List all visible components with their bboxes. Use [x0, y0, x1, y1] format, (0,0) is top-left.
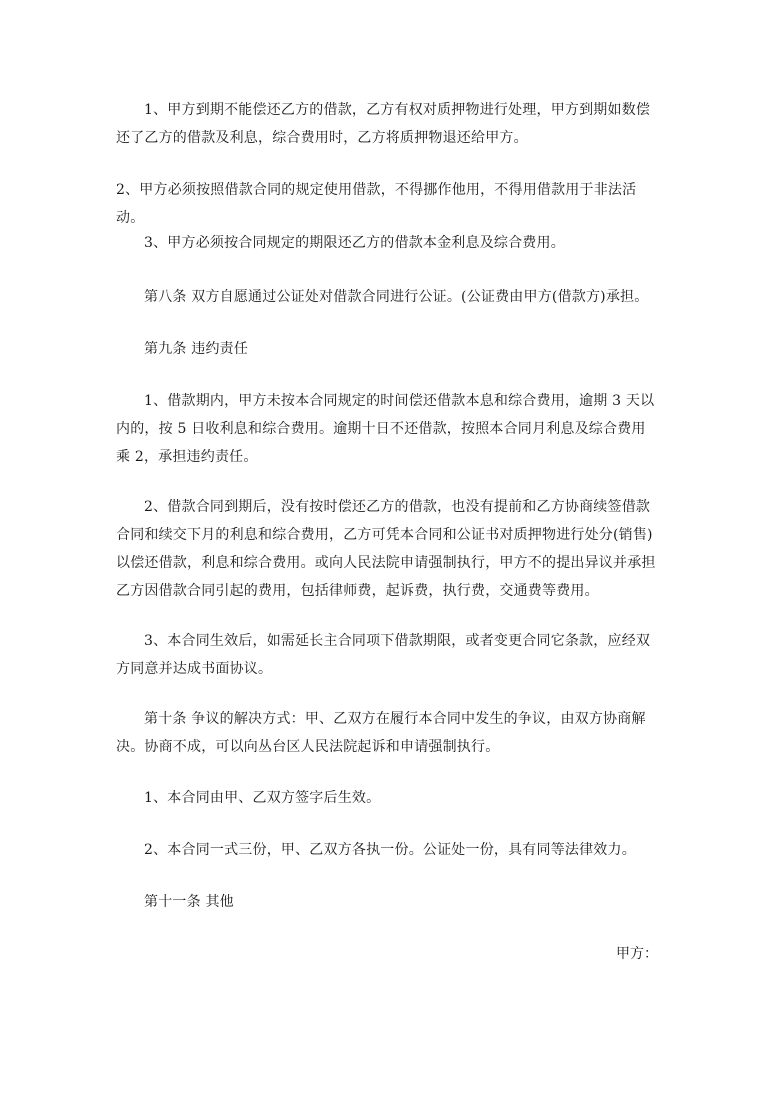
article-10-clause-2: 2、本合同一式三份，甲、乙双方各执一份。公证处一份，具有同等法律效力。: [144, 842, 636, 858]
article-8: 第八条 双方自愿通过公证处对借款合同进行公证。(公证费由甲方(借款方)承担。: [144, 289, 649, 305]
article-9-clause-2: 2、借款合同到期后，没有按时偿还乙方的借款，也没有提前和乙方协商续签借款合同和续交下月的利息和综合费用，乙方可凭本合同和公证书对质押物进行处分(销售)以偿还借款，利息和综合费用。或向人民法院申请强制执行，甲方不的提出异议并承担乙方因借款合同引起的费用，包括律师费，起诉费，执行费，交通费等费用。: [116, 499, 656, 599]
article-9-clause-1: 1、借款期内，甲方未按本合同规定的时间偿还借款本息和综合费用，逾期 3 天以内的，按 5 日收利息和综合费用。逾期十日不还借款，按照本合同月利息及综合费用乘 2，承担违约责任。: [116, 393, 655, 465]
article-10: 第十条 争议的解决方式：甲、乙双方在履行本合同中发生的争议，由双方协商解决。协商不成，可以向丛台区人民法院起诉和申请强制执行。: [116, 711, 646, 755]
paragraph-3: 3、甲方必须按合同规定的期限还乙方的借款本金利息及综合费用。: [144, 235, 565, 251]
article-9-heading: 第九条 违约责任: [144, 341, 249, 357]
article-11-heading: 第十一条 其他: [144, 894, 234, 910]
party-a-signature-label: 甲方：: [616, 946, 658, 962]
article-9-clause-3: 3、本合同生效后，如需延长主合同项下借款期限，或者变更合同它条款，应经双方同意并达成书面协议。: [116, 633, 651, 677]
paragraph-2: 2、甲方必须按照借款合同的规定使用借款，不得挪作他用，不得用借款用于非法活动。: [116, 182, 637, 226]
article-10-clause-1: 1、本合同由甲、乙双方签字后生效。: [144, 790, 381, 806]
paragraph-1: 1、甲方到期不能偿还乙方的借款，乙方有权对质押物进行处理，甲方到期如数偿还了乙方的借款及利息，综合费用时，乙方将质押物退还给甲方。: [116, 102, 651, 146]
